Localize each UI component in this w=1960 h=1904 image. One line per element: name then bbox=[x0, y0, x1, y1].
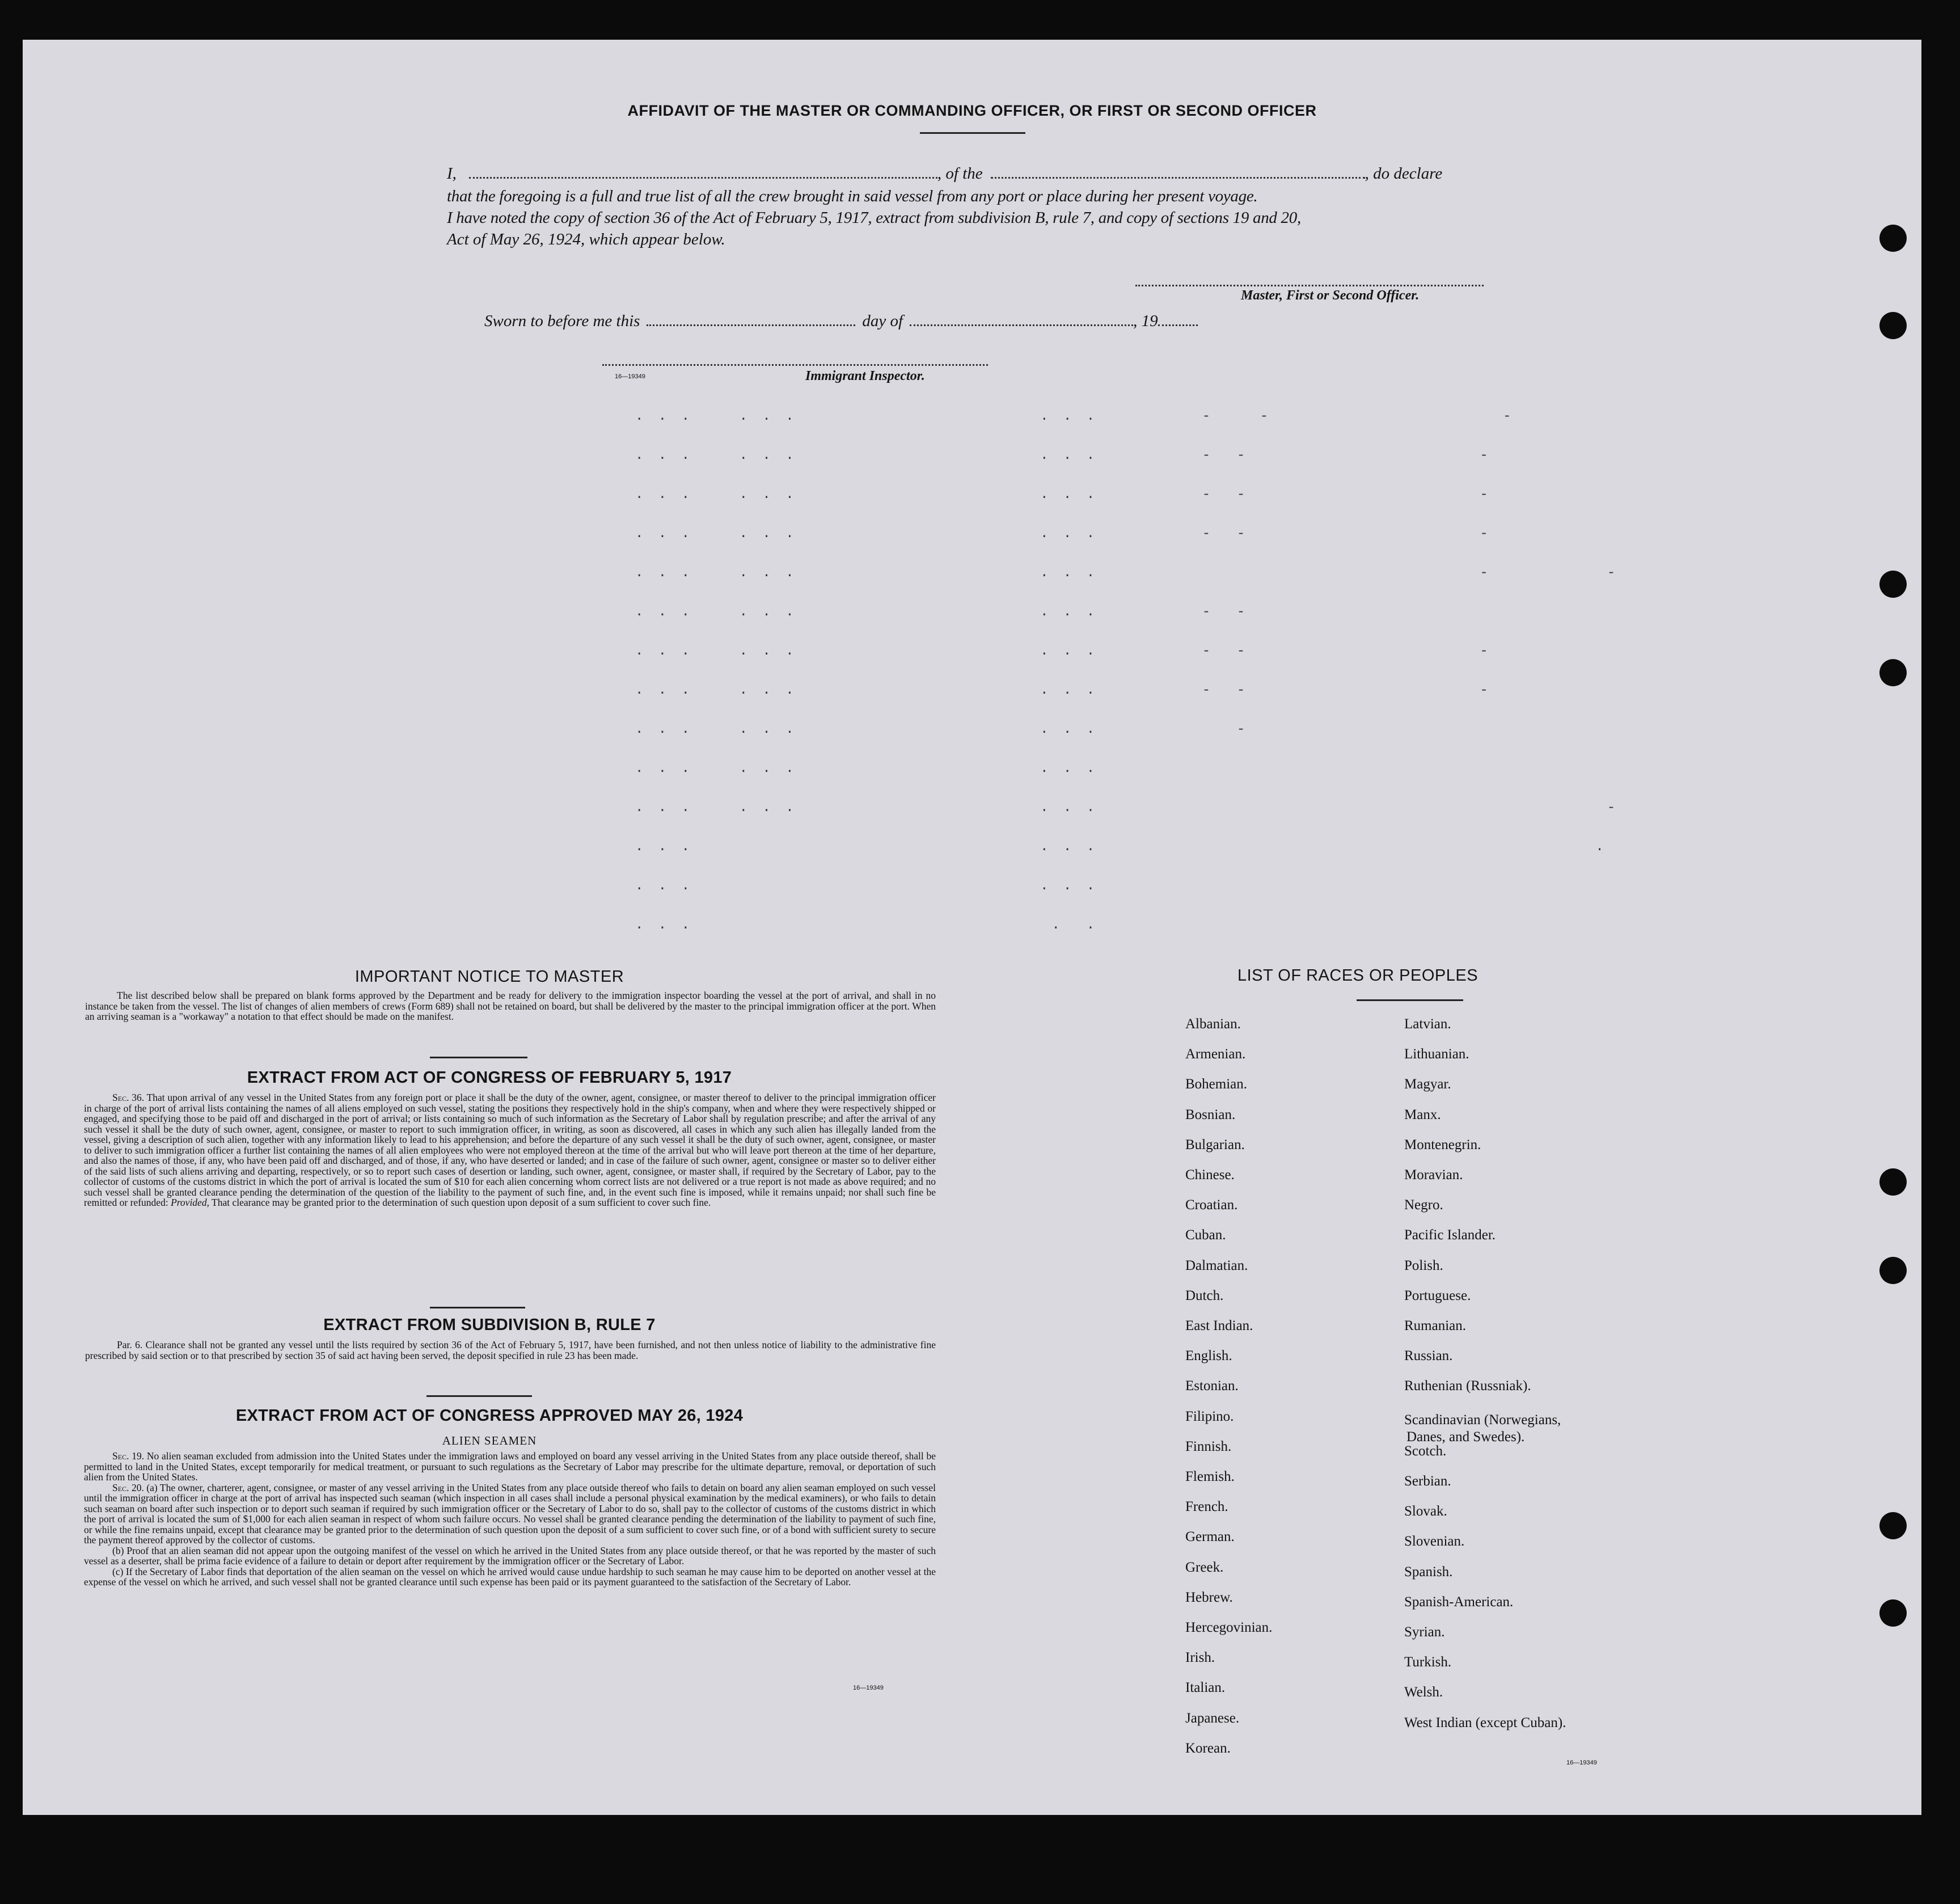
race-item: Slovenian. bbox=[1404, 1534, 1465, 1550]
declaration-line-3: I have noted the copy of section 36 of the Act of February 5, 1917, extract from subdivision B, rule 7, and copy of sections 19 and 20, bbox=[447, 209, 1301, 227]
year-blank bbox=[1158, 320, 1198, 326]
race-item: French. bbox=[1185, 1499, 1228, 1515]
pronoun-text: I, bbox=[447, 164, 457, 183]
race-item: Estonian. bbox=[1185, 1378, 1239, 1394]
notice-divider bbox=[430, 1057, 527, 1058]
race-item: Turkish. bbox=[1404, 1654, 1452, 1670]
sworn-line bbox=[484, 312, 1198, 331]
vessel-blank bbox=[991, 172, 1365, 179]
sec-20a-paragraph bbox=[84, 1483, 936, 1546]
day-of-text: day of bbox=[862, 312, 903, 330]
sec-36-body: That upon arrival of any vessel in the United States from any foreign port or place it shall be the duty of the owner, agent, consignee, or master thereof to deliver to the principal immigration officer in charge of the port of arrival lists containing the names of all aliens employed on such vessel, stating the positions they respectively hold in the ship's company, when and where they were respectively shipped or engaged, and specifying those to be paid off and discharged in the port of arrival; or lists containing so much of such information as the Secretary of Labor shall by regulation prescribe; and after the arrival of any such vessel it shall be the duty of such owner, agent, consignee, or master to report to such immigration officer, in writing, as soon as discovered, all cases in which any such alien has illegally landed from the vessel, giving a description of such alien, together with any information likely to lead to his apprehension; and before the departure of any such vessel it shall be the duty of such owner, agent, consignee, or master to deliver to such immigration officer a further list containing the names of all alien employees who were not employed thereon at the time of the arrival but who will leave port thereon at the time of her departure, and also the names of those, if any, who have been paid off and discharged, and of those, if any, who have deserted or landed; and in case of the failure of such owner, agent, consignee or master so to deliver either of the said lists of such aliens arriving and departing, respectively, or so to report such cases of desertion or landing, such owner, agent, consignee, or master shall, if required by the Secretary of Labor, pay to the collector of customs of the customs district in which the port of arrival is located the sum of $10 for each alien concerning whom correct lists are not delivered or a true report is not made as above required; and no such vessel shall be granted clearance pending the determination of the question of the liability to the payment of such fine, and, in the event such fine is imposed, while it remains unpaid; nor shall such fine be remitted or refunded: bbox=[84, 1092, 936, 1208]
sec-19-paragraph bbox=[84, 1451, 936, 1483]
race-item: Moravian. bbox=[1404, 1167, 1463, 1183]
alien-seamen-subtitle: ALIEN SEAMEN bbox=[442, 1434, 537, 1447]
race-item: English. bbox=[1185, 1348, 1232, 1364]
inspector-line bbox=[602, 364, 988, 366]
race-item: Montenegrin. bbox=[1404, 1137, 1481, 1152]
race-item: Russian. bbox=[1404, 1348, 1453, 1364]
race-item: Greek. bbox=[1185, 1559, 1224, 1575]
race-item: Filipino. bbox=[1185, 1408, 1234, 1424]
signature-caption: Master, First or Second Officer. bbox=[1241, 288, 1420, 303]
binder-hole bbox=[1879, 225, 1907, 252]
race-item: Italian. bbox=[1185, 1680, 1226, 1696]
race-item: Finnish. bbox=[1185, 1438, 1232, 1454]
race-item: Japanese. bbox=[1185, 1710, 1240, 1726]
of-the-text: , of the bbox=[937, 164, 983, 183]
race-item: Scotch. bbox=[1404, 1443, 1447, 1459]
race-item: Latvian. bbox=[1404, 1016, 1451, 1032]
sec-36-label: Sec. 36. bbox=[112, 1092, 145, 1103]
race-item: Croatian. bbox=[1185, 1197, 1238, 1213]
race-item: Rumanian. bbox=[1404, 1318, 1467, 1333]
race-item: Bosnian. bbox=[1185, 1107, 1236, 1122]
declaration-line-4: Act of May 26, 1924, which appear below. bbox=[447, 230, 725, 248]
race-item: Bulgarian. bbox=[1185, 1137, 1245, 1152]
race-item: Welsh. bbox=[1404, 1685, 1443, 1700]
month-blank bbox=[910, 320, 1133, 326]
race-item: Albanian. bbox=[1185, 1016, 1241, 1032]
race-item: Danes, and Swedes). bbox=[1406, 1429, 1525, 1445]
race-item: Spanish. bbox=[1404, 1564, 1453, 1580]
race-item: Hebrew. bbox=[1185, 1589, 1233, 1605]
extract-1917-title: EXTRACT FROM ACT OF CONGRESS OF FEBRUARY 5, 1917 bbox=[247, 1069, 732, 1087]
binder-hole bbox=[1879, 1512, 1907, 1539]
binder-hole bbox=[1879, 1599, 1907, 1627]
sec-20a-body: (a) The owner, charterer, agent, consignee, or master of any vessel arriving in the United States from any place outside thereof who fails to detain on board any alien seaman employed on such vessel until the immigration officer in charge at the port of arrival has inspected such seaman (which inspection in all cases shall include a personal physical examination by the medical examiners), or who fails to detain such seaman on board after such inspection or to deport such seaman if required by such immigration officer or the Secretary of Labor to do so, shall pay to the collector of customs of the customs district in which the port of arrival is located the sum of $1,000 for each alien seaman in respect of whom such failure occurs. No vessel shall be granted clearance pending the determination of the liability to payment of such fine, or while the fine remains unpaid, except that clearance may be granted prior to the determination of such question upon the deposit of a sum sufficient to cover such fine, or of a bond with sufficient surety to secure the payment thereof approved by the collector of customs. bbox=[84, 1481, 936, 1546]
race-item: Slovak. bbox=[1404, 1504, 1447, 1519]
sec-19-label: Sec. 19. bbox=[112, 1450, 145, 1462]
proviso-label: Provided, bbox=[171, 1197, 209, 1208]
race-item: Cuban. bbox=[1185, 1227, 1226, 1243]
title-divider bbox=[920, 132, 1025, 134]
notice-text: The list described below shall be prepared on blank forms approved by the Department and be ready for delivery to the immigration inspector boarding the vessel at the port of arrival, and shall in no instance be taken from the vessel. The list of changes of alien members of crews (Form 689) shall not be retained on board, but shall be delivered by the master to the principal immigration officer at the port. When an arriving seaman is a "workaway" a notation to that effect should be made on the manifest. bbox=[85, 990, 936, 1022]
race-item: Spanish-American. bbox=[1404, 1594, 1514, 1610]
race-item: Lithuanian. bbox=[1404, 1046, 1469, 1062]
extract-1924-title: EXTRACT FROM ACT OF CONGRESS APPROVED MAY 26, 1924 bbox=[235, 1407, 744, 1425]
notice-title: IMPORTANT NOTICE TO MASTER bbox=[354, 968, 624, 986]
race-item: Armenian. bbox=[1185, 1046, 1246, 1062]
binder-hole bbox=[1879, 1168, 1907, 1196]
name-blank bbox=[469, 172, 937, 179]
year-prefix: , 19 bbox=[1133, 312, 1158, 330]
sec-20c-paragraph: (c) If the Secretary of Labor finds that deportation of the alien seaman on the vessel on which he arrived would cause undue hardship to such seaman he may cause him to be deported on another vessel at the expense of the vessel on which he arrived, and such vessel shall not be granted clearance until such expense has been paid or its payment guaranteed to the satisfaction of the Secretary of Labor. bbox=[84, 1565, 936, 1588]
extract-1924-text bbox=[84, 1451, 936, 1588]
form-number-bottom-left: 16—19349 bbox=[853, 1685, 884, 1691]
sec-19-body: No alien seaman excluded from admission into the United States under the immigration laws and employed on board any vessel arriving in the United States from any place outside thereof, shall be permitted to land in the United States, except temporarily for medical treatment, or pursuant to such regulations as the Secretary of Labor may prescribe for the ultimate departure, removal, or deportation of such alien from the United States. bbox=[84, 1450, 936, 1483]
race-item: West Indian (except Cuban). bbox=[1404, 1715, 1566, 1730]
show-through-marks: . . . . . . . . . - - - . . . . . . . . . - - - . . . . . . . . . - - - . . . . . . . . . - - - . . . . . . . . . - - . . . . . . . . . - - . . . . . . . . . - - - . . . . . . . . . - - - . . . . . . . . . - . . . . . . . . . . . . . . . . . . - . . . . . . . . . . . . . . . . . . bbox=[635, 409, 1619, 933]
proviso-body: That clearance may be granted prior to the determination of such question upon deposit of a sum sufficient to cover such fine. bbox=[212, 1197, 711, 1208]
race-item: Korean. bbox=[1185, 1740, 1231, 1756]
rule7-title: EXTRACT FROM SUBDIVISION B, RULE 7 bbox=[323, 1316, 656, 1334]
do-declare-text: , do declare bbox=[1365, 164, 1443, 183]
races-divider bbox=[1357, 999, 1463, 1001]
binder-hole bbox=[1879, 1257, 1907, 1284]
race-item: Polish. bbox=[1404, 1257, 1443, 1273]
race-item: Flemish. bbox=[1185, 1469, 1235, 1484]
race-item: Scandinavian (Norwegians, bbox=[1404, 1412, 1561, 1428]
sec-20b-paragraph: (b) Proof that an alien seaman did not appear upon the outgoing manifest of the vessel on which he arrived in the United States from any place outside thereof, or that he was reported by the master of such vessel as a deserter, shall be prima facie evidence of a failure to detain or deport after requirement by the immigration officer or the Secretary of Labor. bbox=[84, 1544, 936, 1567]
race-item: Dutch. bbox=[1185, 1287, 1224, 1303]
race-item: Portuguese. bbox=[1404, 1287, 1471, 1303]
binder-hole bbox=[1879, 571, 1907, 598]
binder-hole bbox=[1879, 312, 1907, 339]
document-page bbox=[23, 40, 1921, 1815]
rule7-text: Par. 6. Clearance shall not be granted any vessel until the lists required by section 36 of the Act of February 5, 1917, have been furnished, and not then unless notice of liability to the administrative fine prescribed by said section or to that prescribed by section 35 of said act having been served, the deposit specified in rule 23 has been made. bbox=[85, 1339, 936, 1361]
race-item: Pacific Islander. bbox=[1404, 1227, 1496, 1243]
race-item: Dalmatian. bbox=[1185, 1257, 1248, 1273]
extract-1917-text bbox=[84, 1092, 936, 1208]
declaration-line-1 bbox=[447, 164, 1442, 183]
form-number-bottom-right: 16—19349 bbox=[1566, 1759, 1597, 1766]
race-item: Hercegovinian. bbox=[1185, 1620, 1273, 1635]
race-item: East Indian. bbox=[1185, 1318, 1253, 1333]
race-item: Negro. bbox=[1404, 1197, 1443, 1213]
affidavit-title: AFFIDAVIT OF THE MASTER OR COMMANDING OFFICER, OR FIRST OR SECOND OFFICER bbox=[627, 102, 1317, 119]
rule7-divider bbox=[426, 1395, 532, 1397]
race-item: Magyar. bbox=[1404, 1076, 1451, 1092]
race-item: Chinese. bbox=[1185, 1167, 1235, 1183]
sec-20-label: Sec. 20. bbox=[112, 1481, 144, 1493]
day-blank bbox=[647, 320, 855, 326]
race-item: Serbian. bbox=[1404, 1474, 1451, 1489]
race-item: Syrian. bbox=[1404, 1624, 1445, 1640]
form-number-top: 16—19349 bbox=[615, 373, 645, 380]
inspector-caption: Immigrant Inspector. bbox=[805, 369, 925, 383]
binder-hole bbox=[1879, 659, 1907, 686]
race-item: Ruthenian (Russniak). bbox=[1404, 1378, 1531, 1394]
race-item: Bohemian. bbox=[1185, 1076, 1248, 1092]
races-title: LIST OF RACES OR PEOPLES bbox=[1237, 966, 1479, 985]
race-item: German. bbox=[1185, 1529, 1235, 1545]
declaration-line-2: that the foregoing is a full and true list of all the crew brought in said vessel from any port or place during her present voyage. bbox=[447, 187, 1258, 205]
sworn-prefix: Sworn to before me this bbox=[484, 312, 640, 330]
race-item: Irish. bbox=[1185, 1650, 1215, 1666]
signature-line bbox=[1135, 285, 1484, 286]
extract-1917-divider bbox=[430, 1307, 525, 1308]
race-item: Manx. bbox=[1404, 1107, 1441, 1122]
